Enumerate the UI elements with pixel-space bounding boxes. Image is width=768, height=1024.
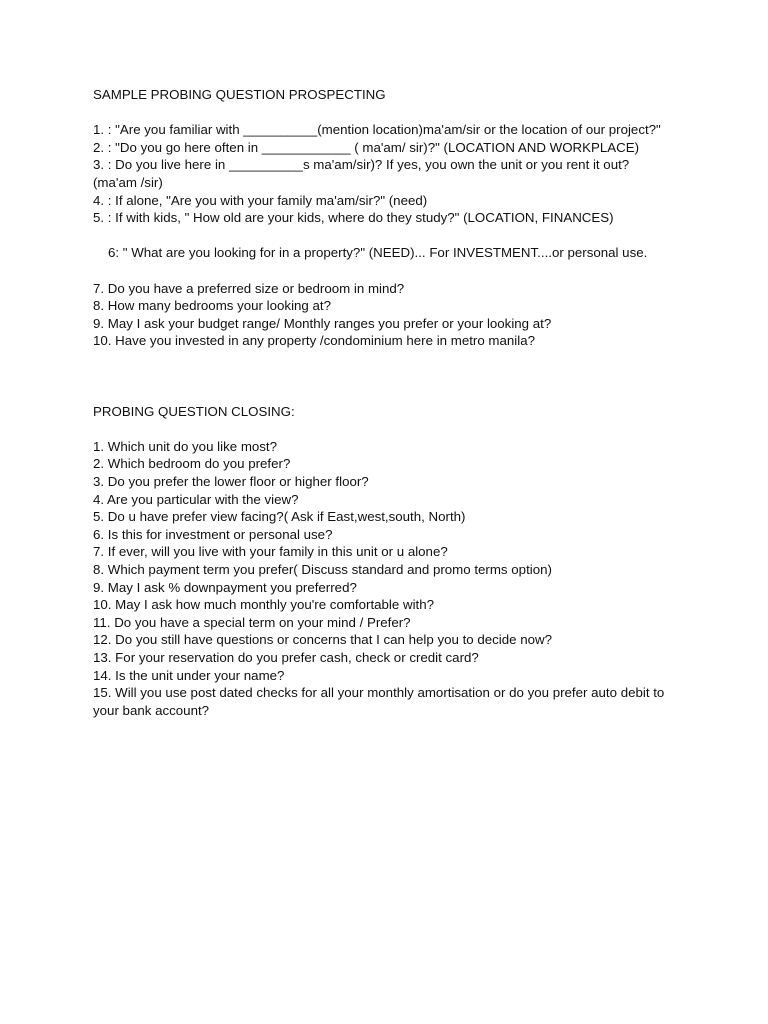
prospecting-heading: SAMPLE PROBING QUESTION PROSPECTING [93, 87, 386, 102]
closing-heading: PROBING QUESTION CLOSING: [93, 403, 295, 419]
prospecting-question-5: 5. : If with kids, " How old are your kids, where do they study?" (LOCATION, FINANCES) [93, 210, 614, 226]
document-page [93, 86, 673, 719]
closing-question-14: 14. Is the unit under your name? [93, 667, 285, 683]
closing-question-3: 3. Do you prefer the lower floor or higher floor? [93, 474, 369, 490]
closing-question-6: 6. Is this for investment or personal use? [93, 526, 333, 542]
prospecting-question-1: 1. : "Are you familiar with __________(mention location)ma'am/sir or the location of our project?" [93, 122, 661, 138]
closing-question-9: 9. May I ask % downpayment you preferred? [93, 579, 357, 595]
section-gap [93, 350, 673, 403]
closing-question-5: 5. Do u have prefer view facing?( Ask if East,west,south, North) [93, 509, 466, 525]
prospecting-question-6: 6: " What are you looking for in a property?" (NEED)... For INVESTMENT....or personal use. [108, 245, 648, 261]
prospecting-question-7: 7. Do you have a preferred size or bedroom in mind? [93, 280, 405, 296]
closing-question-7: 7. If ever, will you live with your family in this unit or u alone? [93, 544, 448, 560]
prospecting-question-9: 9. May I ask your budget range/ Monthly ranges you prefer or your looking at? [93, 315, 552, 331]
closing-question-10: 10. May I ask how much monthly you're comfortable with? [93, 597, 435, 613]
spacer [93, 104, 673, 122]
closing-question-8: 8. Which payment term you prefer( Discuss standard and promo terms option) [93, 562, 552, 578]
closing-question-11: 11. Do you have a special term on your mind / Prefer? [93, 614, 411, 630]
closing-question-2: 2. Which bedroom do you prefer? [93, 456, 291, 472]
prospecting-question-10: 10. Have you invested in any property /condominium here in metro manila? [93, 333, 535, 349]
closing-question-12: 12. Do you still have questions or concerns that I can help you to decide now? [93, 632, 553, 648]
spacer [93, 227, 673, 245]
prospecting-question-4: 4. : If alone, "Are you with your family ma'am/sir?" (need) [93, 192, 428, 208]
spacer [93, 262, 673, 280]
prospecting-question-8: 8. How many bedrooms your looking at? [93, 298, 331, 314]
prospecting-question-3: 3. : Do you live here in __________s ma'am/sir)? If yes, you own the unit or you rent it out? (ma'am /sir) [93, 157, 633, 190]
closing-question-15: 15. Will you use post dated checks for all your monthly amortisation or do you prefer auto debit to your bank account? [93, 685, 669, 718]
spacer [93, 420, 673, 438]
closing-question-1: 1. Which unit do you like most? [93, 438, 278, 454]
closing-question-13: 13. For your reservation do you prefer cash, check or credit card? [93, 650, 479, 666]
prospecting-question-2: 2. : "Do you go here often in ____________ ( ma'am/ sir)?" (LOCATION AND WORKPLACE) [93, 139, 640, 155]
closing-question-4: 4. Are you particular with the view? [93, 491, 299, 507]
